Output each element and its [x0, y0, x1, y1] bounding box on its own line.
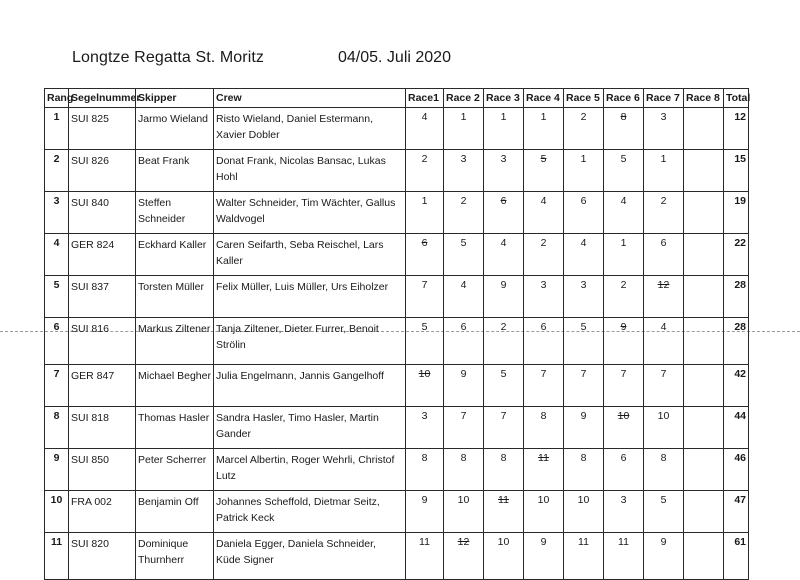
- race-1-cell: 8: [406, 449, 444, 491]
- rank-cell: 11: [45, 533, 69, 580]
- col-header-crew: Crew: [214, 89, 406, 108]
- total-cell: 28: [724, 318, 749, 365]
- sail-number-cell: SUI 826: [69, 150, 136, 192]
- race-6-cell: 6: [604, 449, 644, 491]
- race-2-cell: 3: [444, 150, 484, 192]
- table-row: [45, 449, 749, 491]
- race-7-cell: 6: [644, 234, 684, 276]
- rank-cell: 5: [45, 276, 69, 318]
- skipper-cell: Beat Frank: [136, 150, 214, 192]
- race-6-cell: 5: [604, 150, 644, 192]
- race-7-cell: 2: [644, 192, 684, 234]
- table-row: [45, 533, 749, 580]
- race-2-cell: 2: [444, 192, 484, 234]
- race-3-cell: 5: [484, 365, 524, 407]
- sail-number-cell: SUI 816: [69, 318, 136, 365]
- total-cell: 46: [724, 449, 749, 491]
- race-4-cell: 10: [524, 491, 564, 533]
- race-1-cell: 2: [406, 150, 444, 192]
- sail-number-cell: SUI 850: [69, 449, 136, 491]
- col-header-skipper: Skipper: [136, 89, 214, 108]
- race-4-cell: 1: [524, 108, 564, 150]
- race-5-cell: 9: [564, 407, 604, 449]
- race-8-cell: [684, 318, 724, 365]
- skipper-cell: Jarmo Wieland: [136, 108, 214, 150]
- crew-cell: Marcel Albertin, Roger Wehrli, Christof Lutz: [214, 449, 406, 491]
- race-3-cell: 9: [484, 276, 524, 318]
- sail-number-cell: SUI 818: [69, 407, 136, 449]
- race-8-cell: [684, 407, 724, 449]
- race-2-cell: 10: [444, 491, 484, 533]
- rank-cell: 7: [45, 365, 69, 407]
- race-7-cell: 5: [644, 491, 684, 533]
- rank-cell: 1: [45, 108, 69, 150]
- crew-cell: Daniela Egger, Daniela Schneider, Küde Signer: [214, 533, 406, 580]
- skipper-cell: Thomas Hasler: [136, 407, 214, 449]
- race-3-cell: 2: [484, 318, 524, 365]
- results-table: [44, 88, 749, 580]
- crew-cell: Sandra Hasler, Timo Hasler, Martin Gander: [214, 407, 406, 449]
- sail-number-cell: SUI 837: [69, 276, 136, 318]
- race-8-cell: [684, 449, 724, 491]
- col-header-race-2: Race 2: [444, 89, 484, 108]
- race-5-cell: 10: [564, 491, 604, 533]
- race-7-cell: 12: [644, 276, 684, 318]
- race-1-cell: 3: [406, 407, 444, 449]
- total-cell: 47: [724, 491, 749, 533]
- page-title: Longtze Regatta St. Moritz: [72, 49, 265, 66]
- race-3-cell: 6: [484, 192, 524, 234]
- skipper-cell: Michael Begher: [136, 365, 214, 407]
- race-5-cell: 11: [564, 533, 604, 580]
- race-3-cell: 3: [484, 150, 524, 192]
- total-cell: 19: [724, 192, 749, 234]
- col-header-sail-number: Segelnummer: [69, 89, 136, 108]
- race-5-cell: 8: [564, 449, 604, 491]
- rank-cell: 4: [45, 234, 69, 276]
- race-6-cell: 10: [604, 407, 644, 449]
- crew-cell: Caren Seifarth, Seba Reischel, Lars Kaller: [214, 234, 406, 276]
- total-cell: 12: [724, 108, 749, 150]
- crew-cell: Walter Schneider, Tim Wächter, Gallus Waldvogel: [214, 192, 406, 234]
- race-6-cell: 2: [604, 276, 644, 318]
- race-2-cell: 9: [444, 365, 484, 407]
- sail-number-cell: SUI 840: [69, 192, 136, 234]
- sail-number-cell: GER 824: [69, 234, 136, 276]
- race-7-cell: 10: [644, 407, 684, 449]
- total-cell: 61: [724, 533, 749, 580]
- col-header-race-6: Race 6: [604, 89, 644, 108]
- crew-cell: Tanja Ziltener, Dieter Furrer, Benoit Strölin: [214, 318, 406, 365]
- rank-cell: 10: [45, 491, 69, 533]
- race-4-cell: 2: [524, 234, 564, 276]
- col-header-race-7: Race 7: [644, 89, 684, 108]
- race-5-cell: 4: [564, 234, 604, 276]
- race-3-cell: 8: [484, 449, 524, 491]
- race-6-cell: 7: [604, 365, 644, 407]
- rank-cell: 3: [45, 192, 69, 234]
- skipper-cell: Dominique Thurnherr: [136, 533, 214, 580]
- race-8-cell: [684, 276, 724, 318]
- race-5-cell: 6: [564, 192, 604, 234]
- race-1-cell: 1: [406, 192, 444, 234]
- total-cell: 44: [724, 407, 749, 449]
- race-4-cell: 7: [524, 365, 564, 407]
- race-7-cell: 7: [644, 365, 684, 407]
- table-row: [45, 150, 749, 192]
- rank-cell: 2: [45, 150, 69, 192]
- table-row: [45, 276, 749, 318]
- race-8-cell: [684, 150, 724, 192]
- race-3-cell: 7: [484, 407, 524, 449]
- col-header-race-3: Race 3: [484, 89, 524, 108]
- race-4-cell: 9: [524, 533, 564, 580]
- table-row: [45, 491, 749, 533]
- race-1-cell: 5: [406, 318, 444, 365]
- race-3-cell: 10: [484, 533, 524, 580]
- crew-cell: Felix Müller, Luis Müller, Urs Eiholzer: [214, 276, 406, 318]
- race-7-cell: 4: [644, 318, 684, 365]
- race-1-cell: 6: [406, 234, 444, 276]
- race-8-cell: [684, 234, 724, 276]
- race-6-cell: 9: [604, 318, 644, 365]
- race-6-cell: 8: [604, 108, 644, 150]
- col-header-race-4: Race 4: [524, 89, 564, 108]
- race-1-cell: 7: [406, 276, 444, 318]
- crew-cell: Donat Frank, Nicolas Bansac, Lukas Hohl: [214, 150, 406, 192]
- race-5-cell: 1: [564, 150, 604, 192]
- race-4-cell: 11: [524, 449, 564, 491]
- crew-cell: Julia Engelmann, Jannis Gangelhoff: [214, 365, 406, 407]
- race-4-cell: 4: [524, 192, 564, 234]
- rank-cell: 6: [45, 318, 69, 365]
- total-cell: 15: [724, 150, 749, 192]
- race-1-cell: 4: [406, 108, 444, 150]
- skipper-cell: Steffen Schneider: [136, 192, 214, 234]
- total-cell: 42: [724, 365, 749, 407]
- race-2-cell: 6: [444, 318, 484, 365]
- sail-number-cell: FRA 002: [69, 491, 136, 533]
- skipper-cell: Benjamin Off: [136, 491, 214, 533]
- race-2-cell: 4: [444, 276, 484, 318]
- skipper-cell: Eckhard Kaller: [136, 234, 214, 276]
- race-8-cell: [684, 108, 724, 150]
- sail-number-cell: GER 847: [69, 365, 136, 407]
- table-row: [45, 318, 749, 365]
- race-8-cell: [684, 533, 724, 580]
- race-3-cell: 1: [484, 108, 524, 150]
- total-cell: 28: [724, 276, 749, 318]
- race-1-cell: 11: [406, 533, 444, 580]
- race-7-cell: 3: [644, 108, 684, 150]
- race-3-cell: 11: [484, 491, 524, 533]
- sail-number-cell: SUI 825: [69, 108, 136, 150]
- crew-cell: Johannes Scheffold, Dietmar Seitz, Patrick Keck: [214, 491, 406, 533]
- race-4-cell: 8: [524, 407, 564, 449]
- total-cell: 22: [724, 234, 749, 276]
- table-row: [45, 234, 749, 276]
- header-row: [45, 89, 749, 108]
- col-header-total: Total: [724, 89, 749, 108]
- race-1-cell: 10: [406, 365, 444, 407]
- race-6-cell: 11: [604, 533, 644, 580]
- race-7-cell: 1: [644, 150, 684, 192]
- table-row: [45, 108, 749, 150]
- race-2-cell: 5: [444, 234, 484, 276]
- race-4-cell: 6: [524, 318, 564, 365]
- race-5-cell: 2: [564, 108, 604, 150]
- race-7-cell: 8: [644, 449, 684, 491]
- crew-cell: Risto Wieland, Daniel Estermann, Xavier Dobler: [214, 108, 406, 150]
- results-body: [45, 108, 749, 580]
- race-6-cell: 3: [604, 491, 644, 533]
- sail-number-cell: SUI 820: [69, 533, 136, 580]
- race-8-cell: [684, 491, 724, 533]
- event-date: 04/05. Juli 2020: [338, 49, 451, 66]
- col-header-race-1: Race1: [406, 89, 444, 108]
- race-6-cell: 4: [604, 192, 644, 234]
- race-5-cell: 5: [564, 318, 604, 365]
- race-2-cell: 8: [444, 449, 484, 491]
- col-header-race-8: Race 8: [684, 89, 724, 108]
- table-row: [45, 192, 749, 234]
- race-5-cell: 7: [564, 365, 604, 407]
- rank-cell: 9: [45, 449, 69, 491]
- race-3-cell: 4: [484, 234, 524, 276]
- col-header-race-5: Race 5: [564, 89, 604, 108]
- race-8-cell: [684, 365, 724, 407]
- race-7-cell: 9: [644, 533, 684, 580]
- race-2-cell: 1: [444, 108, 484, 150]
- table-row: [45, 407, 749, 449]
- race-2-cell: 7: [444, 407, 484, 449]
- race-5-cell: 3: [564, 276, 604, 318]
- race-4-cell: 5: [524, 150, 564, 192]
- col-header-rank: Rang: [45, 89, 69, 108]
- skipper-cell: Torsten Müller: [136, 276, 214, 318]
- race-6-cell: 1: [604, 234, 644, 276]
- race-8-cell: [684, 192, 724, 234]
- table-row: [45, 365, 749, 407]
- race-1-cell: 9: [406, 491, 444, 533]
- skipper-cell: Markus Ziltener: [136, 318, 214, 365]
- rank-cell: 8: [45, 407, 69, 449]
- race-4-cell: 3: [524, 276, 564, 318]
- skipper-cell: Peter Scherrer: [136, 449, 214, 491]
- race-2-cell: 12: [444, 533, 484, 580]
